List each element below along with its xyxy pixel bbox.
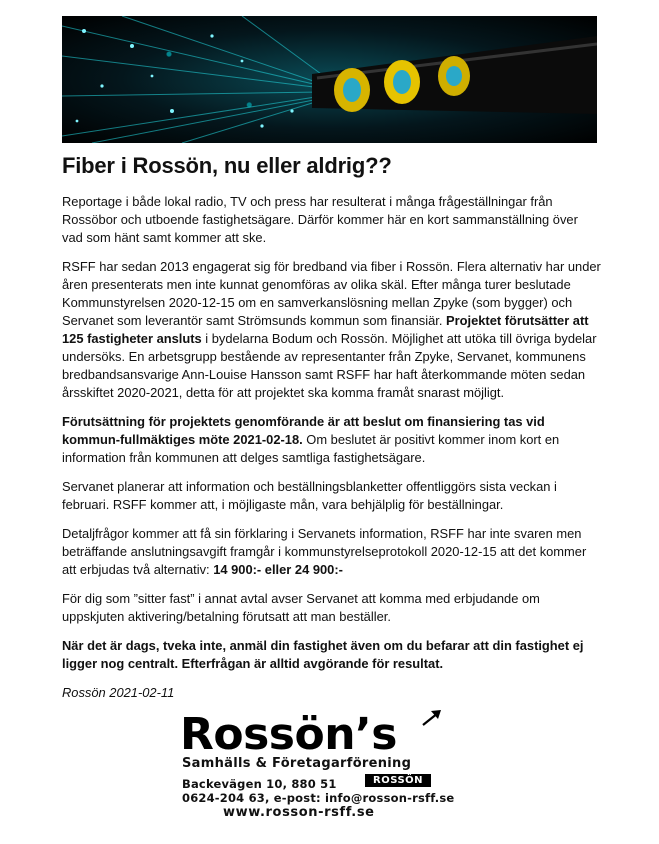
logo-name: Rossön’s xyxy=(180,709,397,760)
paragraph-background-text-cont: i bydelarna Bodum och Rossön. Möjlighet att utöka till övriga bydelar undersöks. En arbetsgrupp bestående av representanter från Zpyke, Servanet, kommunens bredbandsansvarige Ann-Louise Hansson samt RSFF har haft återkommande möten sedan årsskiftet 2020-2021, detta för att projektet ska komma framåt snarast möjligt. xyxy=(62,331,597,400)
logo-subtitle: Samhälls & Företagarförening xyxy=(182,756,412,771)
paragraph-background xyxy=(62,258,602,402)
article-body xyxy=(62,193,602,713)
paragraph-details-text: Detaljfrågor kommer att få sin förklaring i Servanets information, RSFF har inte svaren men beträffande anslutningsavgift framgår i kommunstyrelseprotokoll 2020-12-15 att det kommer att erbjudas två alternativ: xyxy=(62,526,587,577)
website-link[interactable]: www.rosson-rsff.se xyxy=(223,805,375,820)
page-title: Fiber i Rossön, nu eller aldrig?? xyxy=(62,153,392,178)
arrow-icon xyxy=(422,709,444,727)
paragraph-details xyxy=(62,525,602,579)
paragraph-intro: Reportage i både lokal radio, TV och press har resulterat i många frågeställningar från Rossöbor och utboende fastighetsägare. Därför kommer här en kort sammanställning över vad som hänt samt kommer att ske. xyxy=(62,194,578,245)
paragraph-servanet: Servanet planerar att information och beställningsblanketter offentliggörs sista veckan i februari. RSFF kommer att, i möjligaste mån, vara behjälplig för beställningar. xyxy=(62,479,557,512)
price-alternatives: 14 900:- eller 24 900:- xyxy=(213,562,343,577)
logo-badge: ROSSÖN xyxy=(365,774,431,787)
paragraph-decision-text: Om beslutet är positivt kommer inom kort en information från kommunen att delges samtliga fastighetsägare. xyxy=(62,432,560,465)
paragraph-decision-highlight: Förutsättning för projektets genomförande är att beslut om finansiering tas vid kommun-fullmäktiges möte 2021-02-18. xyxy=(62,414,545,447)
signature-date: Rossön 2021-02-11 xyxy=(62,685,175,700)
paragraph-background-text: RSFF har sedan 2013 engagerat sig för bredband via fiber i Rossön. Flera alternativ har under åren presenterats men inte kunnat genomföras av olika skäl. Efter många turer beslutade Kommunstyrelsen 2020-12-15 om en samverkanslösning mellan Zpyke (som bygger) och Servanet som leverantör samt Strömsunds kommun som finansiär. xyxy=(62,259,601,328)
paragraph-contracts: För dig som ”sitter fast” i annat avtal avser Servanet att komma med erbjudande om uppskjuten aktivering/betalning förutsatt att man beställer. xyxy=(62,591,540,624)
callout-text: När det är dags, tveka inte, anmäl din fastighet även om du befarar att din fastighet ej ligger nog centralt. Efterfrågan är alltid avgörande för resultat. xyxy=(62,638,584,671)
paragraph-decision xyxy=(62,413,602,467)
logo-address: Backevägen 10, 880 51 xyxy=(182,777,337,791)
paragraph-background-highlight: Projektet förutsätter att 125 fastigheter ansluts xyxy=(62,313,589,346)
paragraph-callout xyxy=(62,637,602,673)
logo-contact: 0624-204 63, e-post: info@rosson-rsff.se xyxy=(182,791,455,805)
association-logo xyxy=(175,709,475,840)
fiber-optic-hero-image xyxy=(62,16,597,143)
